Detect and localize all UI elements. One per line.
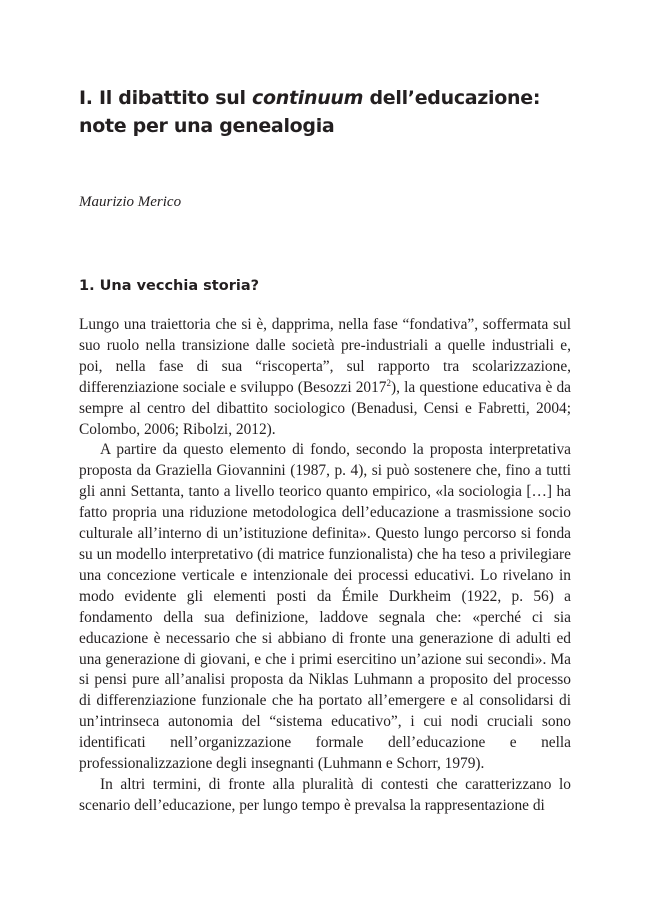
body-text [79, 315, 571, 817]
paragraph-1-text-start: Lungo una traiettoria che si è, dapprima, nella fase “fondativa”, soffermata sul suo ruolo nella transizione dalle società pre-industriali a quelle industriali e, poi, nella fase di sua “riscoperta”, sul rapporto tra scolarizzazione, differenziazione sociale e sviluppo (Besozzi 2017 [79, 316, 571, 396]
paragraph-1-text-end: ), la questione educativa è da sempre al centro del dibattito sociologico (Benadusi, Censi e Fabretti, 2004; Colombo, 2006; Ribolzi, 2012). [79, 378, 572, 438]
chapter-title-end: dell’educazione: [363, 87, 541, 109]
chapter-title-line2: note per una genealogia [79, 115, 335, 137]
chapter-title [79, 84, 579, 140]
paragraph-3: In altri termini, di fronte alla pluralità di contesti che caratterizzano lo scenario dell’educazione, per lungo tempo è prevalsa la rappresentazione di [79, 775, 571, 814]
paragraph-1 [79, 315, 571, 440]
section-title: 1. Una vecchia storia? [79, 278, 260, 294]
footnote-superscript: 2 [386, 377, 392, 388]
author-name: Maurizio Merico [79, 194, 182, 210]
chapter-title-italic-term: continuum [252, 87, 364, 109]
chapter-title-start: I. Il dibattito sul [79, 87, 253, 109]
paragraph-2: A partire da questo elemento di fondo, secondo la proposta interpretativa proposta da Graziella Giovannini (1987, p. 4), si può sostenere che, fino a tutti gli anni Settanta, tanto a livello teorico quanto empirico, «la sociologia […] ha fatto propria una riduzione metodologica dell’educazione a trasmissione socio culturale all’interno di un’istituzione definita». Questo lungo percorso si fonda su un modello interpretativo (di matrice funzionalista) che ha teso a privilegiare una concezione verticale e intenzionale dei processi educativi. Lo rivelano in modo evidente gli elementi posti da Émile Durkheim (1922, p. 56) a fondamento della sua definizione, laddove segnala che: «perché ci sia educazione è necessario che si abbiano di fronte una generazione di adulti ed una generazione di giovani, e che i primi esercitino un’azione sui secondi». Ma si pensi pure all’analisi proposta da Niklas Luhmann a proposito del processo di differenziazione funzionale che ha portato all’emergere e al consolidarsi di un’intrinseca autonomia del “sistema educativo”, i cui nodi cruciali sono identificati nell’organizzazione formale dell’educazione e nella professionalizzazione degli insegnanti (Luhmann e Schorr, 1979). [79, 441, 571, 773]
